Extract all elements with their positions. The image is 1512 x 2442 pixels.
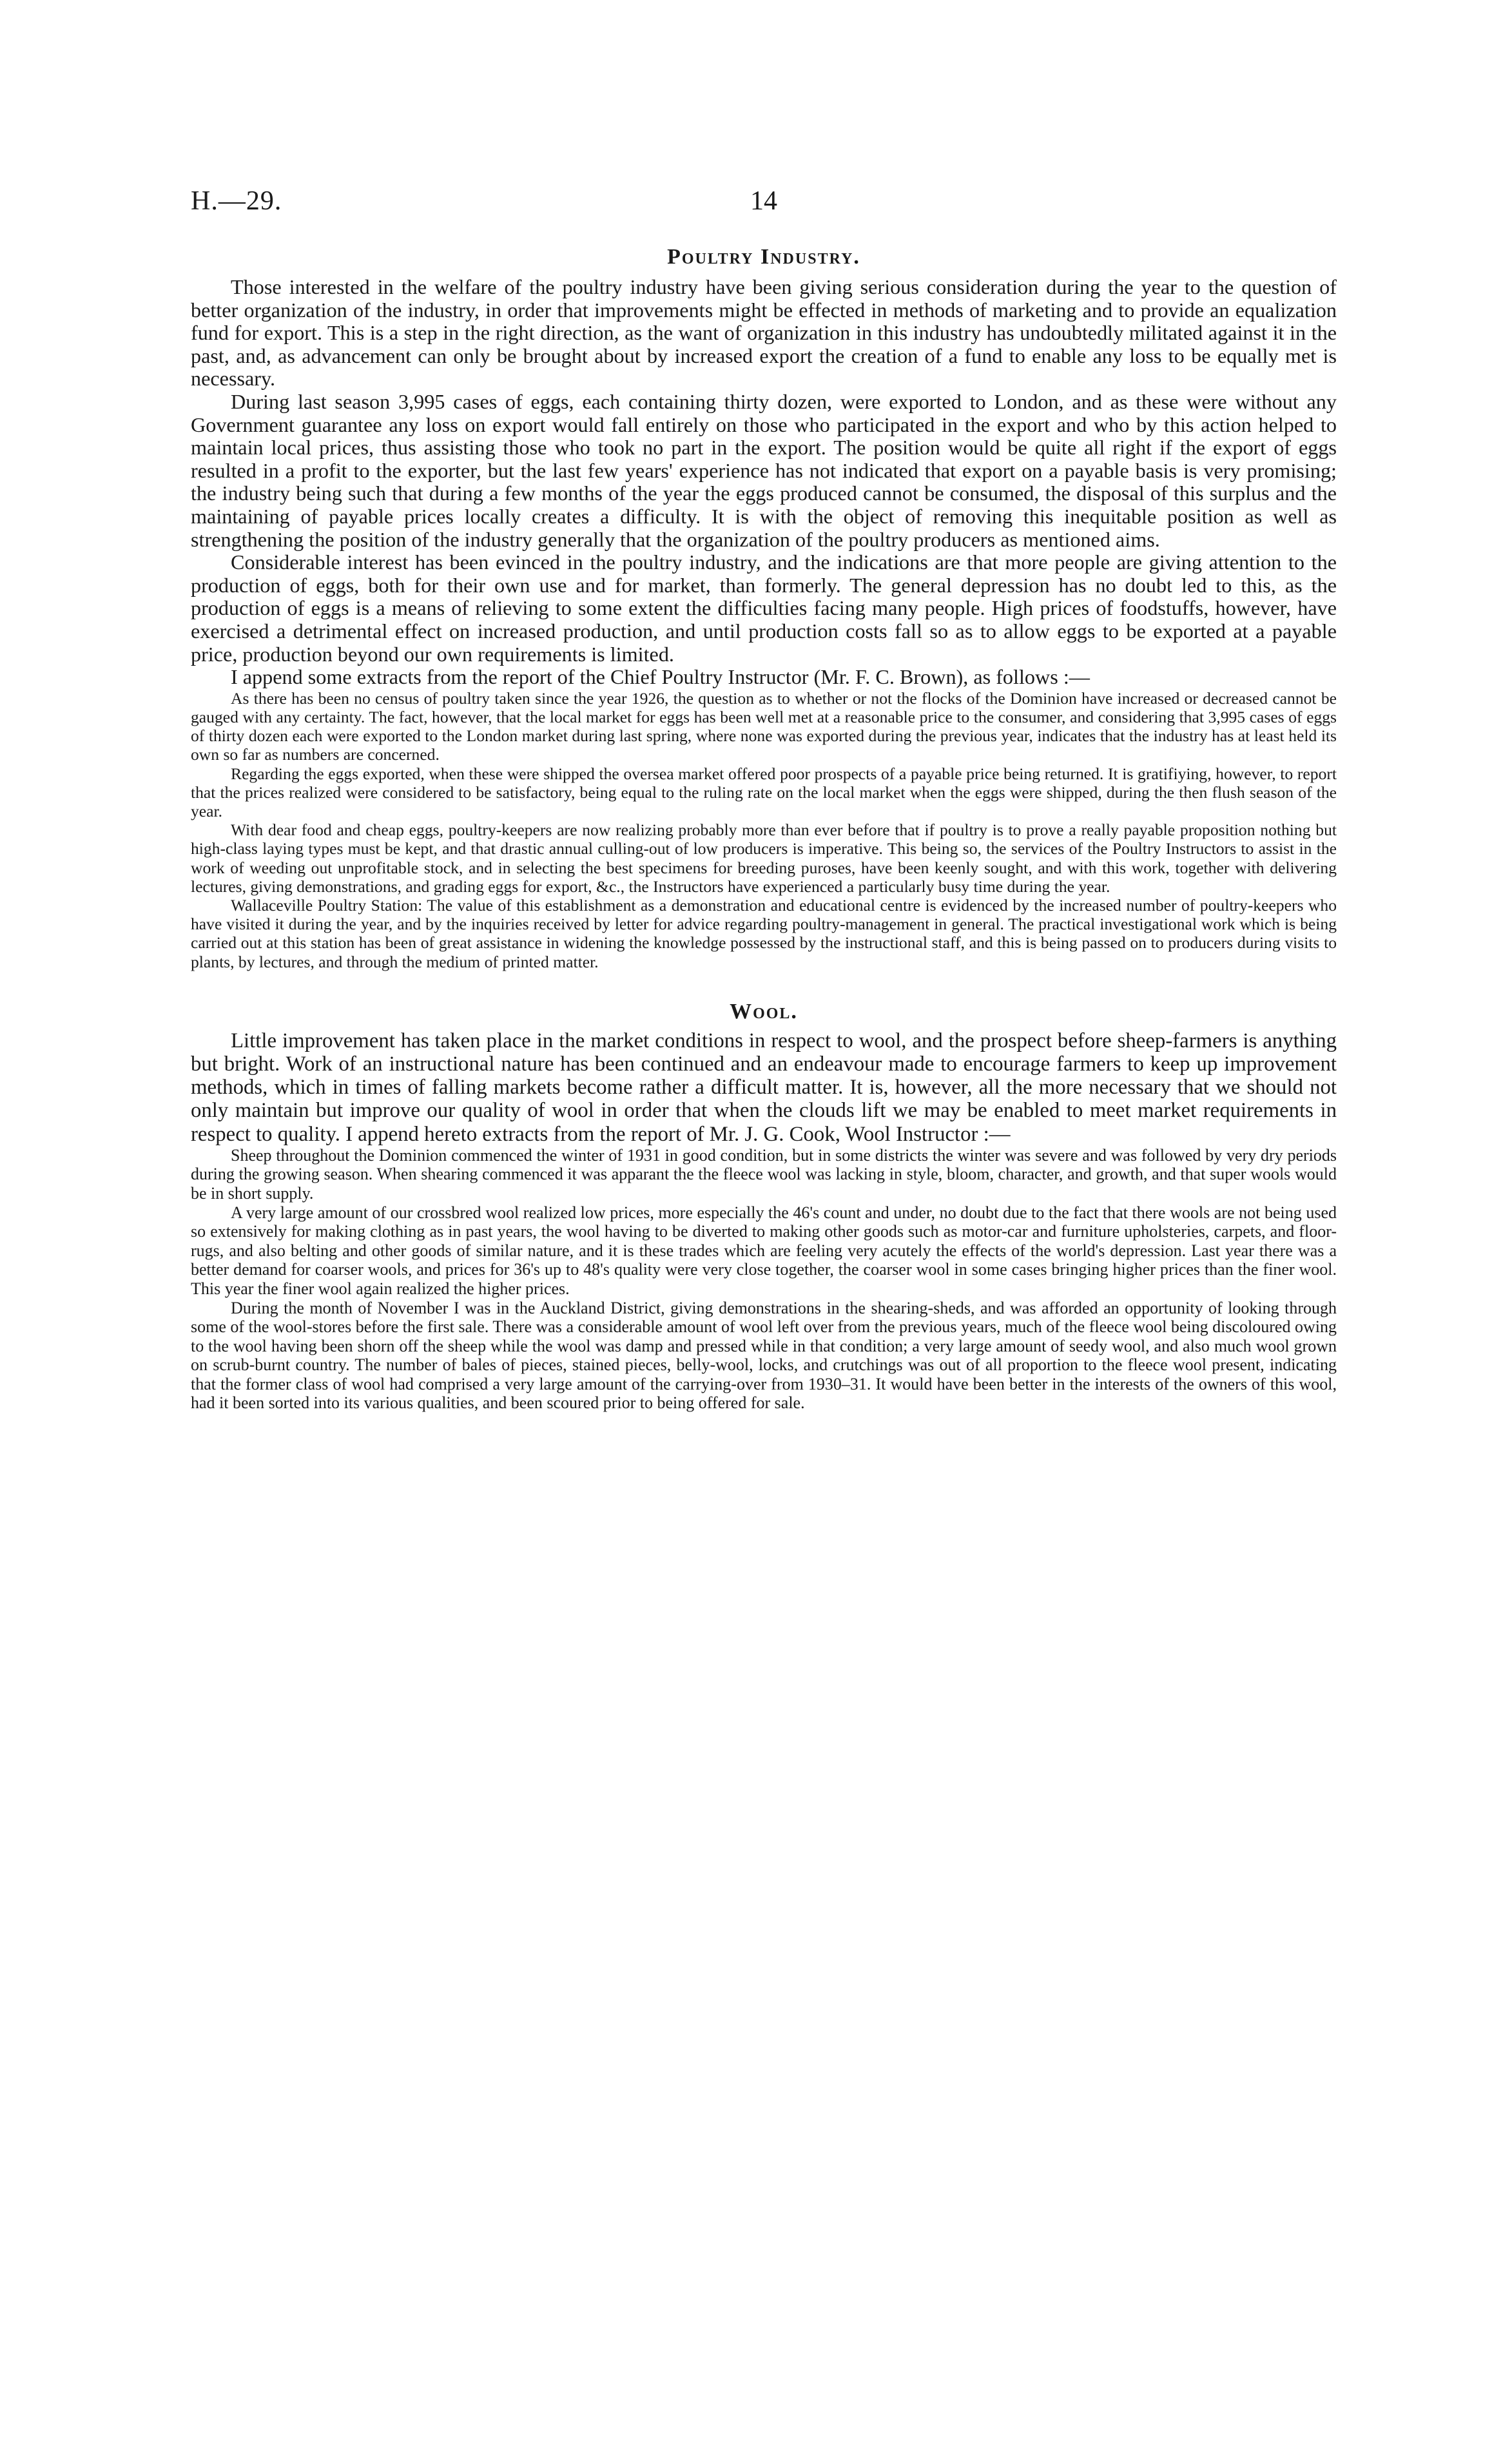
document-reference: H.—29. xyxy=(191,186,282,216)
poultry-section xyxy=(191,245,1337,971)
body-paragraph: I append some extracts from the report of the Chief Poultry Instructor (Mr. F. C. Brown), as follows :— xyxy=(231,665,1090,689)
section-title-poultry: Poultry Industry. xyxy=(667,245,860,269)
extract-paragraph: During the month of November I was in the Auckland District, giving demonstrations in the shearing-sheds, and was afforded an opportunity of looking through some of the wool-stores before the first sale. There was a considerable amount of wool left over from the previous years, much of the fleece wool being discoloured owing to the wool having been shorn off the sheep while the wool was damp and pressed while in that condition; a very large amount of seedy wool, and also much wool grown on scrub-burnt country. The number of bales of pieces, stained pieces, belly-wool, locks, and crutchings was out of all proportion to the fleece wool present, indicating that the former class of wool had comprised a very large amount of the carrying-over from 1930–31. It would have been better in the interests of the owners of this wool, had it been sorted into its various qualities, and been scoured prior to being offered for sale. xyxy=(191,1298,1337,1413)
page-header xyxy=(191,186,1337,224)
page-number: 14 xyxy=(750,186,777,216)
extract-paragraph: With dear food and cheap eggs, poultry-keepers are now realizing probably more than ever before that if poultry is to prove a really payable proposition nothing but high-class laying types must be kept, and that drastic annual culling-out of low producers is imperative. This being so, the services of the Poultry Instructors to assist in the work of weeding out unprofitable stock, and in selecting the best specimens for breeding puroses, have been keenly sought, and with this work, together with delivering lectures, giving demonstrations, and grading eggs for export, &c., the Instructors have experienced a particularly busy time during the year. xyxy=(191,820,1337,896)
body-paragraph: Little improvement has taken place in the market conditions in respect to wool, and the prospect before sheep-farmers is anything but bright. Work of an instructional nature has been continued and an endeavour made to encourage farmers to keep up improvement methods, which in times of falling markets become rather a difficult matter. It is, however, all the more necessary that we should not only maintain but improve our quality of wool in order that when the clouds lift we may be enabled to meet market requirements in respect to quality. I append hereto extracts from the report of Mr. J. G. Cook, Wool Instructor :— xyxy=(191,1029,1337,1146)
extract-paragraph: A very large amount of our crossbred wool realized low prices, more especially the 46's count and under, no doubt due to the fact that there wools are not being used so extensively for making clothing as in past years, the wool having to be diverted to making other goods such as motor-car and furniture upholsteries, carpets, and floor-rugs, and also belting and other goods of similar nature, and it is these trades which are feeling very acutely the effects of the world's depression. Last year there was a better demand for coarser wools, and prices for 36's up to 48's quality were very close together, the coarser wool in some cases bringing higher prices than the finer wool. This year the finer wool again realized the higher prices. xyxy=(191,1203,1337,1298)
section-title-wool: Wool. xyxy=(730,999,798,1023)
extract-paragraph: As there has been no census of poultry taken since the year 1926, the question as to whether or not the flocks of the Dominion have increased or decreased cannot be gauged with any certainty. The fact, however, that the local market for eggs has been well met at a reasonable price to the consumer, and considering that 3,995 cases of eggs of thirty dozen each were exported to the London market during last spring, where none was exported during the previous year, indicates that the industry has at least held its own so far as numbers are concerned. xyxy=(191,688,1337,764)
body-paragraph: Considerable interest has been evinced in the poultry industry, and the indications are that more people are giving attention to the production of eggs, both for their own use and for market, than formerly. The general depression has no doubt led to this, as the production of eggs is a means of relieving to some extent the difficulties facing many people. High prices of foodstuffs, however, have exercised a detrimental effect on increased production, and until production costs fall so as to allow eggs to be exported at a payable price, production beyond our own requirements is limited. xyxy=(191,550,1337,666)
body-paragraph: Those interested in the welfare of the poultry industry have been giving serious consideration during the year to the question of better organization of the industry, in order that improvements might be effected in methods of marketing and to provide an equalization fund for export. This is a step in the right direction, as the want of organization in this industry has undoubtedly militated against it in the past, and, as advancement can only be brought about by increased export the creation of a fund to enable any loss to be equally met is necessary. xyxy=(191,275,1337,391)
extract-paragraph: Wallaceville Poultry Station: The value of this establishment as a demonstration and educational centre is evidenced by the increased number of poultry-keepers who have visited it during the year, and by the inquiries received by letter for advice regarding poultry-management in general. The practical investigational work which is being carried out at this station has been of great assistance in widening the knowledge possessed by the instructional staff, and this is being passed on to producers during visits to plants, by lectures, and through the medium of printed matter. xyxy=(191,895,1337,971)
extract-paragraph: Sheep throughout the Dominion commenced the winter of 1931 in good condition, but in some districts the winter was severe and was followed by very dry periods during the growing season. When shearing commenced it was apparant the the fleece wool was lacking in style, bloom, character, and growth, and that super wools would be in short supply. xyxy=(191,1145,1337,1203)
body-paragraph: During last season 3,995 cases of eggs, each containing thirty dozen, were exported to London, and as these were without any Government guarantee any loss on export would fall entirely on those who participated in the export and who by this action helped to maintain local prices, thus assisting those who took no part in the export. The position would be quite all right if the export of eggs resulted in a profit to the exporter, but the last few years' experience has not indicated that export on a payable basis is very promising; the industry being such that during a few months of the year the eggs produced cannot be consumed, the disposal of this surplus and the maintaining of payable prices locally creates a difficulty. It is with the object of removing this inequitable position as well as strengthening the position of the industry generally that the organization of the poultry producers as mentioned aims. xyxy=(191,389,1337,551)
extract-paragraph: Regarding the eggs exported, when these were shipped the oversea market offered poor prospects of a payable price being returned. It is gratifiying, however, to report that the prices realized were considered to be satisfactory, being equal to the ruling rate on the local market when the eggs were shipped, during the then flush season of the year. xyxy=(191,764,1337,820)
page-content xyxy=(191,245,1337,1413)
wool-section xyxy=(191,1000,1337,1413)
